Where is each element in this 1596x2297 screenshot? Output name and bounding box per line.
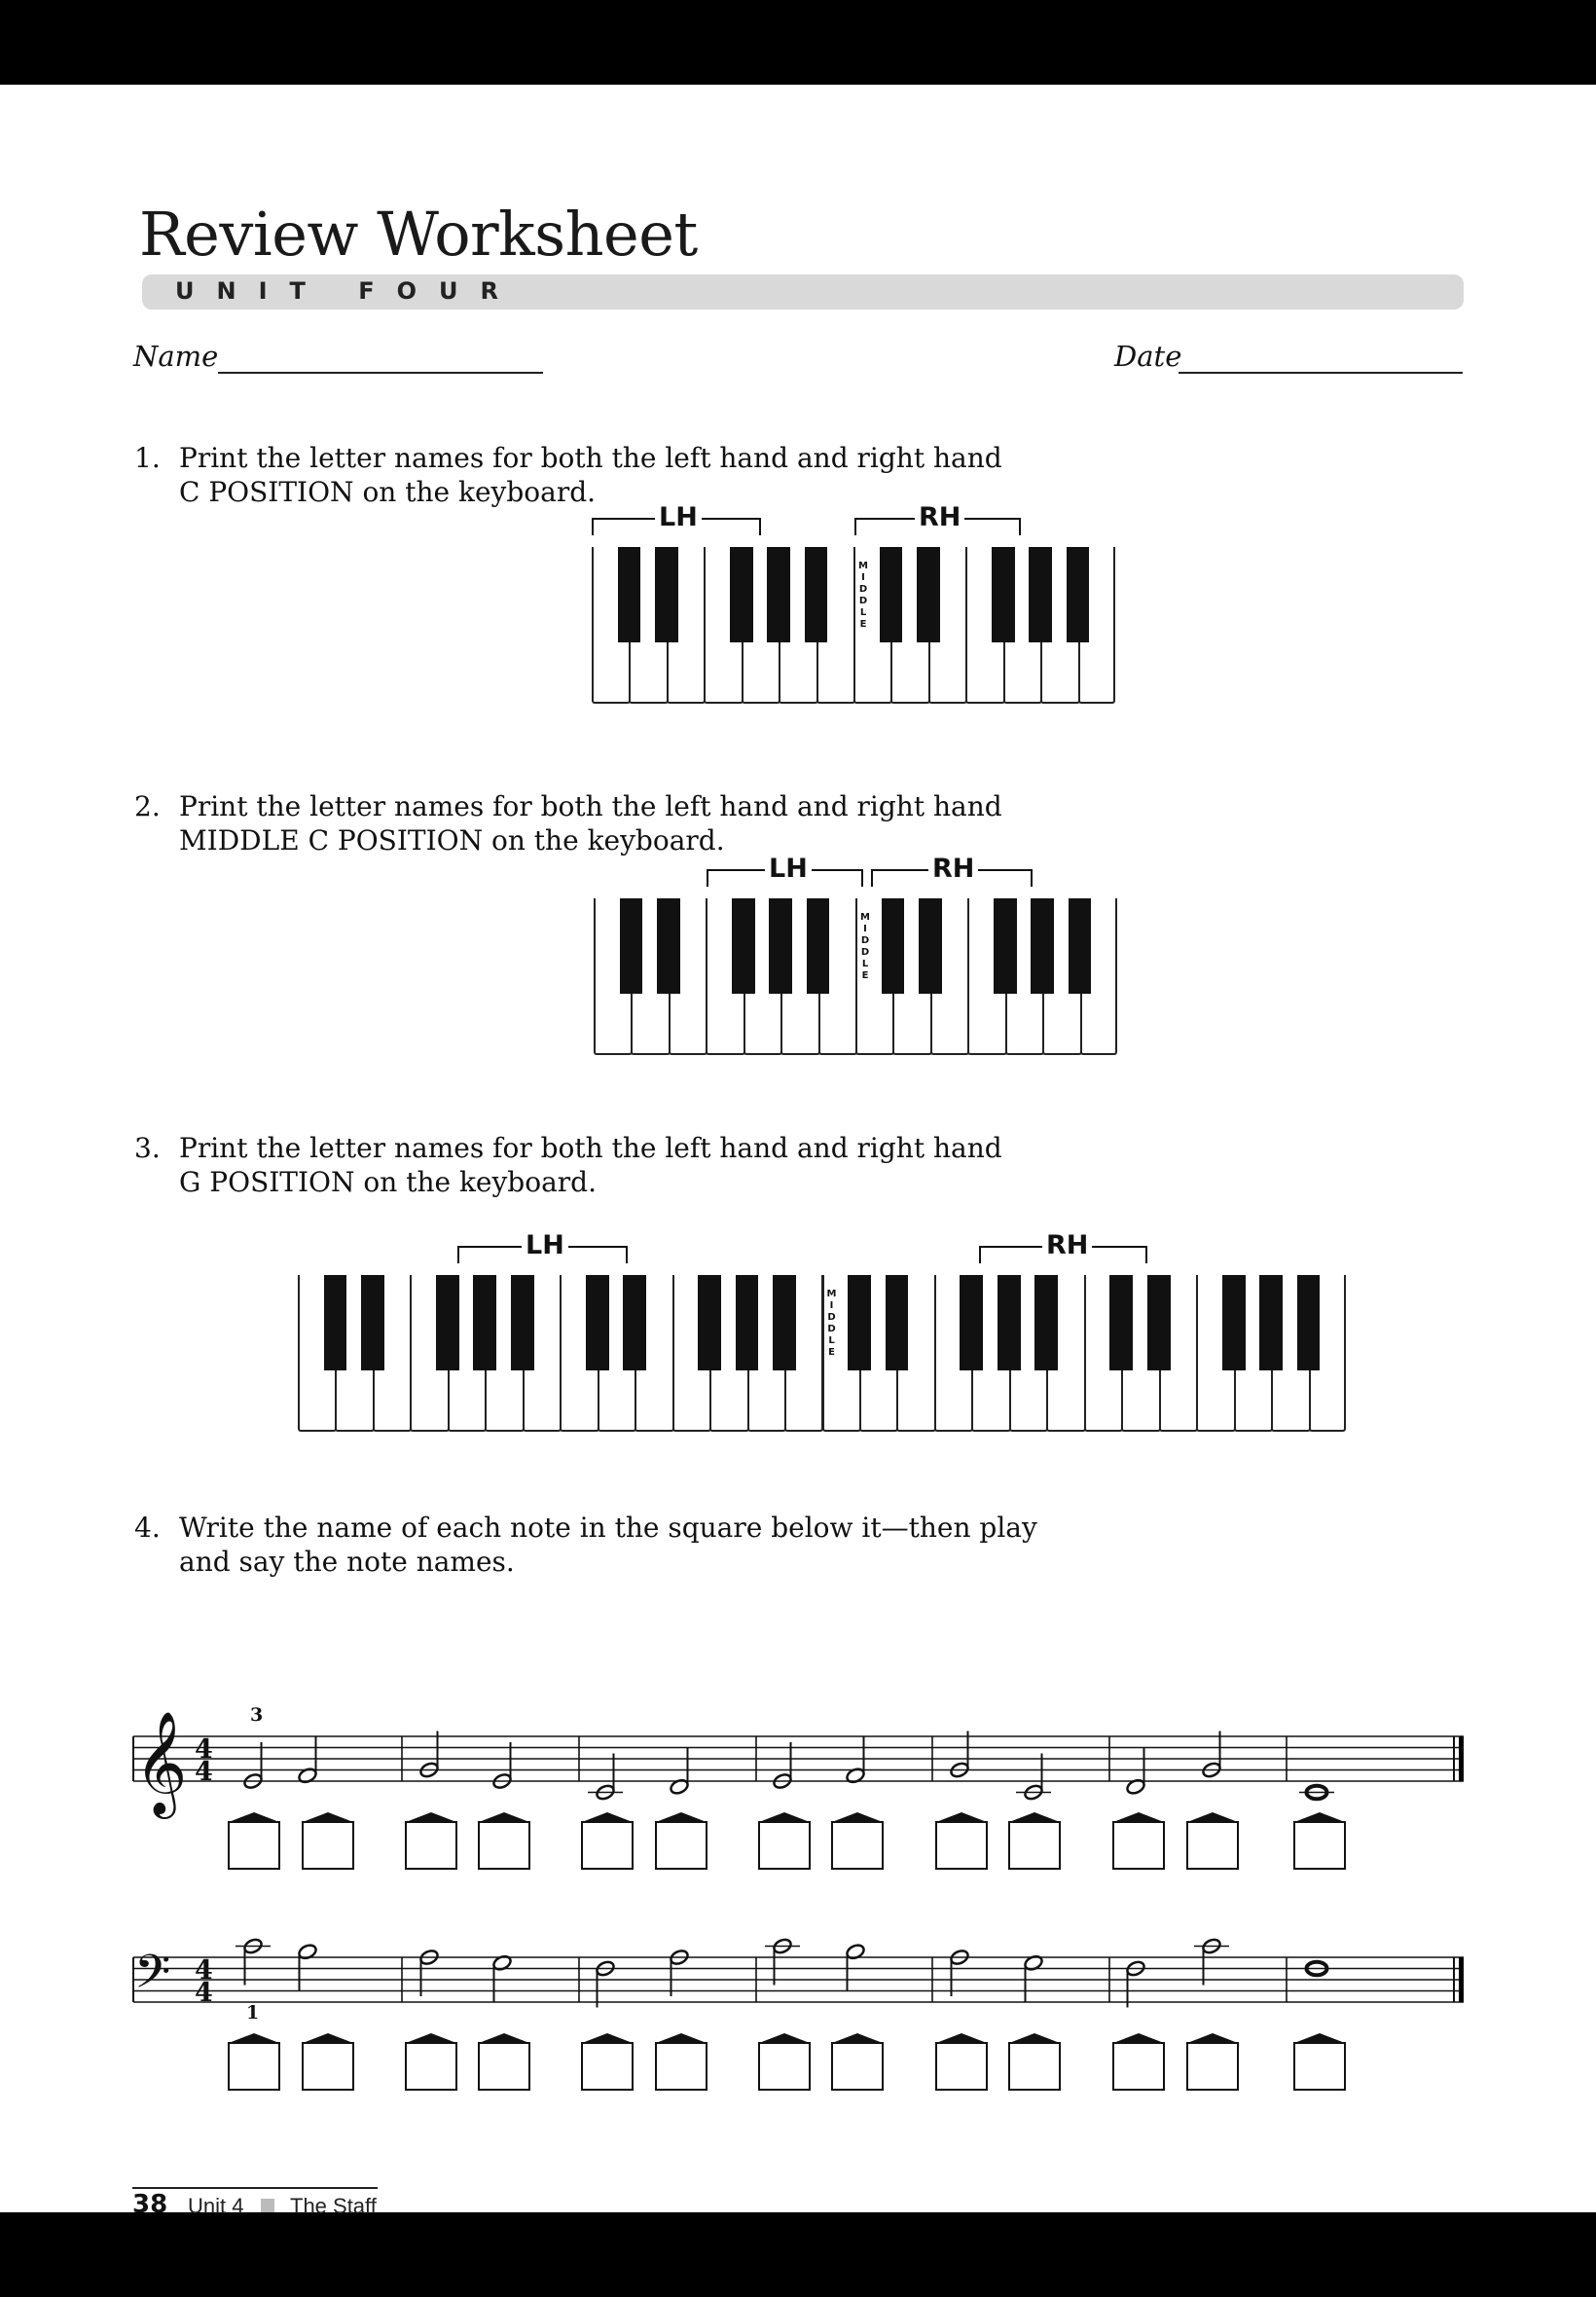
- lh-label: LH: [522, 1232, 568, 1259]
- black-key[interactable]: [882, 898, 905, 994]
- question-4-number: 4.: [134, 1512, 161, 1544]
- answer-box[interactable]: [479, 2033, 529, 2090]
- answer-box-square: [936, 2043, 987, 2090]
- fingering-number: 3: [250, 1704, 264, 1726]
- time-signature-top: 4: [195, 1955, 213, 1986]
- black-key[interactable]: [732, 898, 755, 994]
- black-key[interactable]: [998, 1275, 1021, 1370]
- keyboard-1[interactable]: [592, 547, 1115, 704]
- answer-box-square: [1187, 1822, 1238, 1869]
- answer-box-square: [936, 1822, 987, 1869]
- answer-box-cap: [832, 1812, 883, 1822]
- question-3-line-1: Print the letter names for both the left hand and right hand: [179, 1132, 1002, 1164]
- answer-box-square: [479, 2043, 529, 2090]
- answer-box[interactable]: [406, 2033, 456, 2090]
- answer-box[interactable]: [1113, 2033, 1164, 2090]
- black-key[interactable]: [886, 1275, 909, 1370]
- answer-box[interactable]: [1187, 1812, 1238, 1869]
- answer-box-square: [582, 2043, 633, 2090]
- footer-separator: [261, 2199, 274, 2212]
- question-4-line-2: and say the note names.: [179, 1546, 515, 1578]
- answer-box-square: [1113, 2043, 1164, 2090]
- bass-clef-icon: 𝄢: [134, 1944, 171, 2011]
- answer-box-cap: [303, 2033, 353, 2043]
- answer-box-cap: [406, 2033, 456, 2043]
- black-key[interactable]: [805, 547, 828, 642]
- answer-box-square: [229, 1822, 279, 1869]
- final-barline-thick: [1459, 1957, 1464, 2002]
- final-barline-thick: [1459, 1736, 1464, 1781]
- answer-box-cap: [582, 2033, 633, 2043]
- answer-box-square: [406, 1822, 456, 1869]
- rh-label: RH: [915, 504, 964, 531]
- answer-box-cap: [406, 1812, 456, 1822]
- answer-box[interactable]: [759, 2033, 810, 2090]
- answer-box-square: [759, 1822, 810, 1869]
- black-key[interactable]: [880, 547, 903, 642]
- fingering-number: 1: [246, 2002, 260, 2024]
- answer-box-square: [1187, 2043, 1238, 2090]
- black-key[interactable]: [1034, 1275, 1058, 1370]
- black-key[interactable]: [657, 898, 680, 994]
- lh-label: LH: [765, 856, 812, 883]
- black-key[interactable]: [917, 547, 940, 642]
- answer-box[interactable]: [1294, 1812, 1345, 1869]
- rh-label: RH: [1042, 1232, 1092, 1259]
- answer-box-cap: [303, 1812, 353, 1822]
- black-key[interactable]: [473, 1275, 496, 1370]
- answer-box[interactable]: [582, 1812, 633, 1869]
- answer-box-square: [406, 2043, 456, 2090]
- time-signature-top: 4: [195, 1734, 213, 1765]
- answer-box-cap: [1187, 1812, 1238, 1822]
- answer-box-cap: [1113, 2033, 1164, 2043]
- black-key[interactable]: [1109, 1275, 1133, 1370]
- answer-box[interactable]: [229, 1812, 279, 1869]
- unit-label: UNIT FOUR: [175, 277, 521, 305]
- answer-box-square: [303, 1822, 353, 1869]
- answer-box-square: [656, 2043, 707, 2090]
- time-signature-bottom: 4: [195, 1757, 213, 1787]
- treble-staff: [133, 1704, 1464, 1869]
- black-key[interactable]: [1222, 1275, 1246, 1370]
- black-key[interactable]: [655, 547, 678, 642]
- answer-box-cap: [832, 2033, 883, 2043]
- answer-box-square: [832, 2043, 883, 2090]
- question-4-line-1: Write the name of each note in the square below it—then play: [179, 1512, 1037, 1544]
- lh-label: LH: [655, 504, 702, 531]
- page-title: Review Worksheet: [139, 199, 698, 270]
- answer-box-square: [303, 2043, 353, 2090]
- treble-clef-icon: 𝄞: [134, 1710, 188, 1814]
- question-1-number: 1.: [134, 442, 161, 474]
- black-key[interactable]: [1067, 547, 1090, 642]
- name-line[interactable]: [218, 372, 543, 374]
- black-key[interactable]: [736, 1275, 759, 1370]
- answer-box-cap: [936, 1812, 987, 1822]
- question-3-line-2: G POSITION on the keyboard.: [179, 1166, 597, 1198]
- question-3-number: 3.: [134, 1132, 161, 1164]
- black-key[interactable]: [623, 1275, 646, 1370]
- black-key[interactable]: [807, 898, 830, 994]
- footer-unit: Unit 4: [188, 2194, 244, 2218]
- black-key[interactable]: [730, 547, 753, 642]
- black-key[interactable]: [586, 1275, 609, 1370]
- answer-box[interactable]: [406, 1812, 456, 1869]
- answer-box-cap: [1113, 1812, 1164, 1822]
- answer-box-square: [1009, 1822, 1060, 1869]
- black-key[interactable]: [620, 898, 643, 994]
- answer-box[interactable]: [303, 2033, 353, 2090]
- question-2-line-2: MIDDLE C POSITION on the keyboard.: [179, 824, 725, 857]
- answer-box[interactable]: [229, 2033, 279, 2090]
- answer-box-square: [1009, 2043, 1060, 2090]
- answer-box-square: [1113, 1822, 1164, 1869]
- answer-box-square: [1294, 1822, 1345, 1869]
- black-key[interactable]: [773, 1275, 796, 1370]
- answer-box[interactable]: [1187, 2033, 1238, 2090]
- black-key[interactable]: [361, 1275, 384, 1370]
- date-line[interactable]: [1179, 372, 1463, 374]
- black-key[interactable]: [1147, 1275, 1171, 1370]
- answer-box-square: [832, 1822, 883, 1869]
- black-key[interactable]: [511, 1275, 534, 1370]
- answer-box[interactable]: [656, 2033, 707, 2090]
- music-staves: [0, 1603, 1596, 2109]
- answer-box-cap: [229, 1812, 279, 1822]
- black-key[interactable]: [436, 1275, 459, 1370]
- date-label: Date: [1114, 340, 1182, 373]
- answer-box-cap: [479, 1812, 529, 1822]
- black-key[interactable]: [324, 1275, 347, 1370]
- answer-box-cap: [1009, 1812, 1060, 1822]
- rh-label: RH: [928, 856, 978, 883]
- answer-box-square: [479, 1822, 529, 1869]
- keyboard-2[interactable]: [594, 898, 1117, 1055]
- keyboard-3[interactable]: [298, 1275, 1346, 1432]
- answer-box-square: [229, 2043, 279, 2090]
- answer-box-cap: [656, 2033, 707, 2043]
- black-key[interactable]: [767, 547, 790, 642]
- time-signature-bottom: 4: [195, 1978, 213, 2008]
- middle-c-label: M I D D L E: [860, 912, 870, 981]
- question-2-line-1: Print the letter names for both the left hand and right hand: [179, 790, 1002, 822]
- answer-box[interactable]: [1009, 2033, 1060, 2090]
- answer-box[interactable]: [1294, 2033, 1345, 2090]
- black-key[interactable]: [994, 898, 1017, 994]
- middle-c-label: M I D D L E: [858, 561, 868, 630]
- footer-rule: [132, 2187, 378, 2189]
- answer-box[interactable]: [759, 1812, 810, 1869]
- middle-c-label: M I D D L E: [826, 1289, 837, 1358]
- black-key[interactable]: [618, 547, 641, 642]
- answer-box[interactable]: [303, 1812, 353, 1869]
- answer-box[interactable]: [936, 2033, 987, 2090]
- answer-box-cap: [229, 2033, 279, 2043]
- answer-box-square: [656, 1822, 707, 1869]
- answer-box-cap: [479, 2033, 529, 2043]
- page-number: 38: [132, 2190, 168, 2219]
- black-key[interactable]: [1297, 1275, 1321, 1370]
- answer-box[interactable]: [656, 1812, 707, 1869]
- black-key[interactable]: [769, 898, 792, 994]
- black-key[interactable]: [919, 898, 942, 994]
- answer-box-cap: [1294, 2033, 1345, 2043]
- bass-staff: [133, 1937, 1464, 2090]
- answer-box-square: [582, 1822, 633, 1869]
- answer-box[interactable]: [936, 1812, 987, 1869]
- answer-box[interactable]: [1113, 1812, 1164, 1869]
- black-key[interactable]: [1069, 898, 1092, 994]
- answer-box[interactable]: [832, 2033, 883, 2090]
- black-key[interactable]: [960, 1275, 983, 1370]
- answer-box-cap: [1187, 2033, 1238, 2043]
- black-key[interactable]: [1031, 898, 1054, 994]
- answer-box-cap: [936, 2033, 987, 2043]
- footer-section: The Staff: [290, 2194, 377, 2218]
- answer-box-cap: [1294, 1812, 1345, 1822]
- answer-box-square: [759, 2043, 810, 2090]
- black-key[interactable]: [992, 547, 1015, 642]
- answer-box-cap: [1009, 2033, 1060, 2043]
- black-key[interactable]: [698, 1275, 721, 1370]
- black-key[interactable]: [848, 1275, 871, 1370]
- answer-box-cap: [582, 1812, 633, 1822]
- answer-box[interactable]: [582, 2033, 633, 2090]
- answer-box-cap: [656, 1812, 707, 1822]
- question-1-line-2: C POSITION on the keyboard.: [179, 476, 597, 508]
- answer-box-cap: [759, 1812, 810, 1822]
- answer-box[interactable]: [1009, 1812, 1060, 1869]
- name-label: Name: [133, 340, 219, 373]
- question-1-line-1: Print the letter names for both the left hand and right hand: [179, 442, 1002, 474]
- answer-box-cap: [759, 2033, 810, 2043]
- worksheet-page: [0, 85, 1596, 2219]
- question-2-number: 2.: [134, 790, 161, 822]
- black-key[interactable]: [1259, 1275, 1283, 1370]
- black-key[interactable]: [1029, 547, 1052, 642]
- answer-box[interactable]: [479, 1812, 529, 1869]
- answer-box[interactable]: [832, 1812, 883, 1869]
- answer-box-square: [1294, 2043, 1345, 2090]
